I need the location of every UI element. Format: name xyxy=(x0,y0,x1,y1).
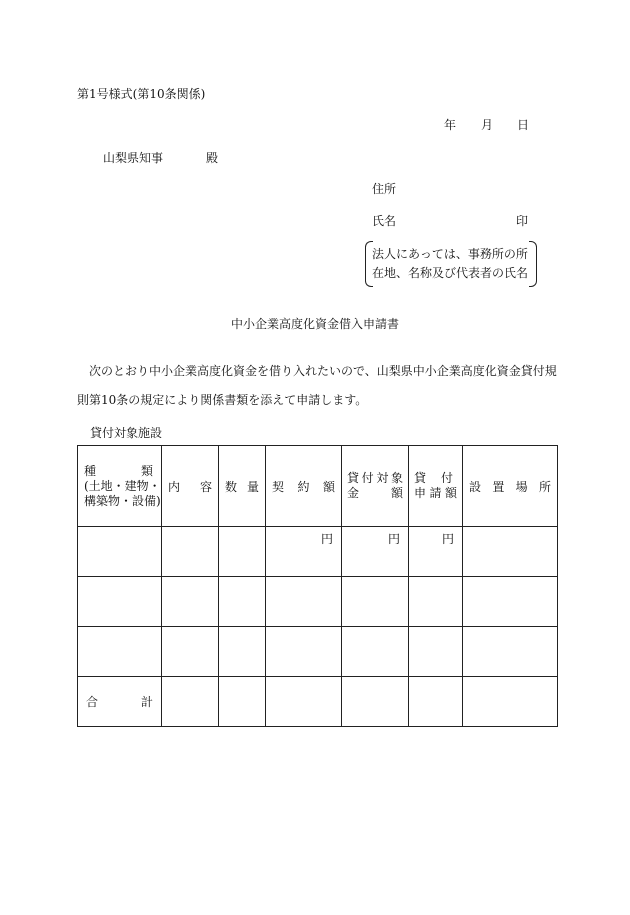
document-title: 中小企業高度化資金借入申請書 xyxy=(230,317,399,331)
total-content[interactable] xyxy=(162,677,219,727)
yen-unit: 円 xyxy=(320,532,333,546)
cell-contract-amount[interactable] xyxy=(266,627,342,677)
cell-type[interactable] xyxy=(78,527,162,577)
table-row xyxy=(78,577,558,627)
cell-eligible-amount[interactable] xyxy=(342,527,409,577)
cell-type[interactable] xyxy=(78,627,162,677)
yen-unit: 円 xyxy=(387,532,400,546)
table-row xyxy=(78,627,558,677)
header-eligible-amount: 貸 付 対 象 金 額 xyxy=(342,446,409,527)
header-location: 設 置 場 所 xyxy=(463,446,558,527)
cell-loan-request-amount[interactable] xyxy=(409,527,463,577)
date-year-label: 年 xyxy=(444,118,457,132)
total-label-cell: 合 計 xyxy=(78,677,162,727)
cell-content[interactable] xyxy=(162,627,219,677)
corporate-note-line2: 在地、名称及び代表者の氏名 xyxy=(372,266,529,280)
total-loan-request-amount[interactable] xyxy=(409,677,463,727)
corporate-note-line1: 法人にあっては、事務所の所 xyxy=(372,247,528,261)
header-type: 種 類 (土地・建物・ 構築物・設備) xyxy=(78,446,162,527)
yen-unit: 円 xyxy=(441,532,454,546)
address-label: 住所 xyxy=(372,182,397,196)
cell-eligible-amount[interactable] xyxy=(342,627,409,677)
addressee-name: 山梨県知事 xyxy=(103,151,164,165)
cell-eligible-amount[interactable] xyxy=(342,577,409,627)
cell-contract-amount[interactable] xyxy=(266,577,342,627)
cell-quantity[interactable] xyxy=(219,627,266,677)
date-month-label: 月 xyxy=(481,118,494,132)
cell-quantity[interactable] xyxy=(219,527,266,577)
addressee-honorific: 殿 xyxy=(206,151,219,165)
cell-type[interactable] xyxy=(78,577,162,627)
table-row xyxy=(78,527,558,577)
table-header-row xyxy=(78,446,558,527)
total-quantity[interactable] xyxy=(219,677,266,727)
cell-location[interactable] xyxy=(463,627,558,677)
note-bracket-right xyxy=(529,241,537,287)
cell-location[interactable] xyxy=(463,527,558,577)
table-total-row xyxy=(78,677,558,727)
cell-content[interactable] xyxy=(162,527,219,577)
cell-loan-request-amount[interactable] xyxy=(409,627,463,677)
cell-quantity[interactable] xyxy=(219,577,266,627)
cell-loan-request-amount[interactable] xyxy=(409,577,463,627)
total-location[interactable] xyxy=(463,677,558,727)
total-contract-amount[interactable] xyxy=(266,677,342,727)
form-number: 第1号様式(第10条関係) xyxy=(77,87,206,101)
facility-table xyxy=(77,445,558,727)
cell-location[interactable] xyxy=(463,577,558,627)
header-loan-request-amount: 貸 付 申 請 額 xyxy=(409,446,463,527)
name-label: 氏名 xyxy=(372,214,397,228)
section-label: 貸付対象施設 xyxy=(90,426,163,440)
body-paragraph: 次のとおり中小企業高度化資金を借り入れたいので、山梨県中小企業高度化資金貸付規則第10条の規定により関係書類を添えて申請します。 xyxy=(77,364,557,407)
cell-contract-amount[interactable] xyxy=(266,527,342,577)
date-day-label: 日 xyxy=(517,118,530,132)
seal-label: 印 xyxy=(516,214,529,228)
cell-content[interactable] xyxy=(162,577,219,627)
corporate-note xyxy=(372,245,528,283)
header-content: 内 容 xyxy=(162,446,219,527)
header-contract-amount: 契 約 額 xyxy=(266,446,342,527)
total-eligible-amount[interactable] xyxy=(342,677,409,727)
header-quantity: 数 量 xyxy=(219,446,266,527)
